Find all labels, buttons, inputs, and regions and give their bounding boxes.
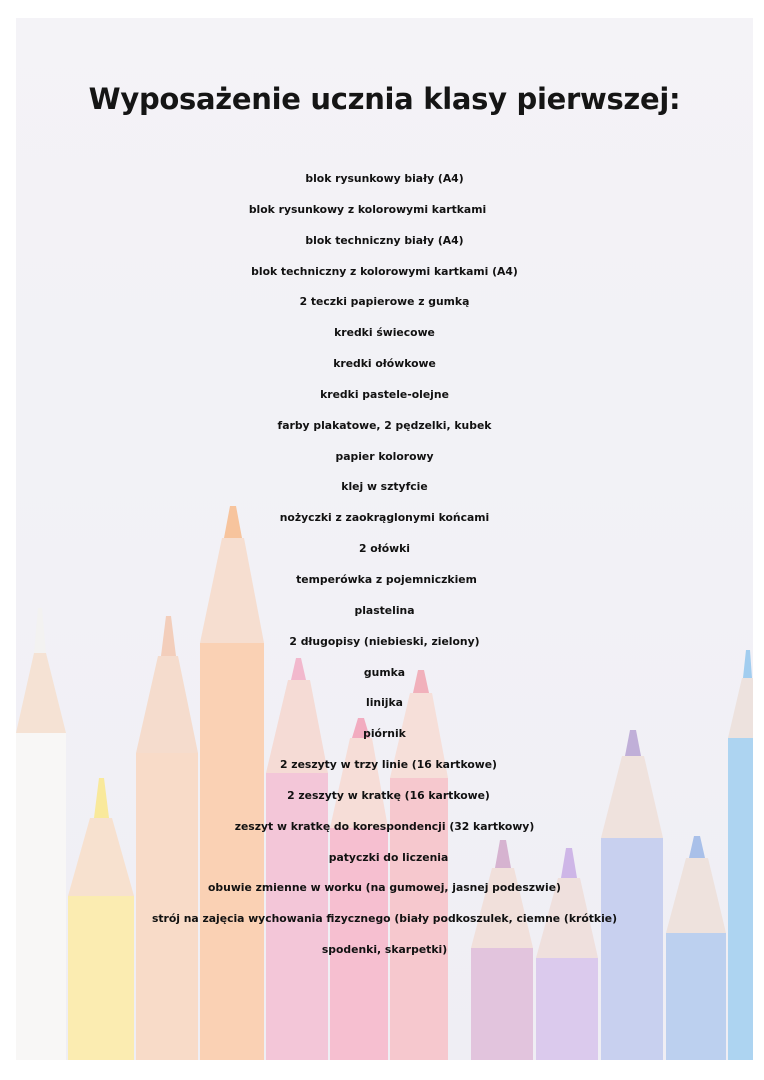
list-item: farby plakatowe, 2 pędzelki, kubek (277, 418, 492, 432)
page-title: Wyposażenie ucznia klasy pierwszej: (88, 82, 681, 116)
list-item: blok techniczny biały (A4) (305, 233, 464, 247)
list-item: nożyczki z zaokrąglonymi końcami (279, 511, 490, 525)
list-item: blok rysunkowy z kolorowymi kartkami (248, 202, 487, 216)
list-item: kredki ołówkowe (333, 357, 436, 371)
list-item: temperówka z pojemniczkiem (296, 572, 477, 586)
list-item: linijka (366, 696, 403, 710)
list-item: piórnik (363, 727, 406, 741)
list-item: kredki świecowe (334, 326, 435, 340)
list-item: spodenki, skarpetki) (321, 943, 448, 957)
list-item: blok rysunkowy biały (A4) (305, 172, 464, 185)
list-item: blok techniczny z kolorowymi kartkami (A4) (251, 264, 518, 278)
supplies-list (16, 164, 753, 966)
list-item: 2 zeszyty w trzy linie (16 kartkowe) (280, 758, 497, 772)
list-item: strój na zajęcia wychowania fizycznego (biały podkoszulek, ciemne (krótkie) (151, 912, 618, 926)
list-item: 2 zeszyty w kratkę (16 kartkowe) (287, 788, 490, 802)
list-item: 2 długopisy (niebieski, zielony) (289, 634, 480, 648)
document-page (16, 18, 753, 1060)
list-item: gumka (363, 665, 406, 679)
list-item: klej w sztyfcie (341, 480, 428, 494)
list-item: 2 teczki papierowe z gumką (299, 295, 470, 309)
list-item: kredki pastele-olejne (320, 387, 449, 401)
list-item: obuwie zmienne w worku (na gumowej, jasnej podeszwie) (207, 881, 561, 895)
list-item: patyczki do liczenia (328, 850, 449, 864)
list-item: 2 ołówki (359, 542, 410, 556)
list-item: plastelina (354, 603, 415, 617)
list-item: zeszyt w kratkę do korespondencji (32 kartkowy) (234, 819, 535, 833)
list-item: papier kolorowy (335, 449, 434, 463)
